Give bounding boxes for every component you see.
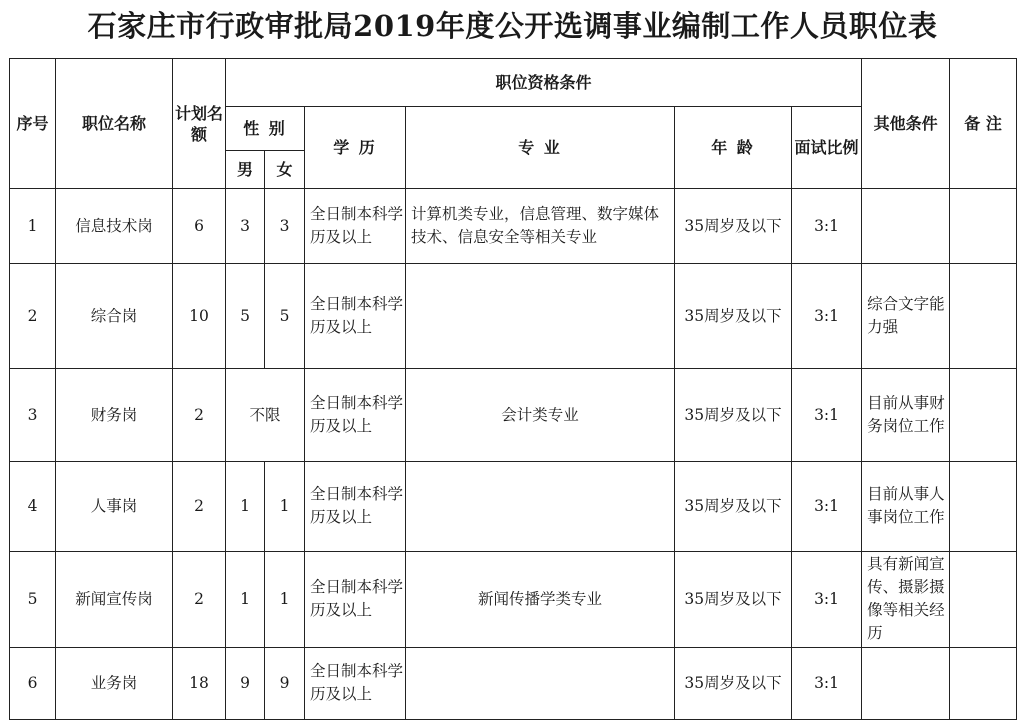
cell-male: 1	[226, 551, 265, 647]
cell-male: 5	[226, 264, 265, 369]
cell-education: 全日制本科学历及以上	[305, 264, 406, 369]
cell-ratio: 3:1	[792, 647, 862, 719]
cell-age: 35周岁及以下	[675, 264, 792, 369]
header-row-1	[10, 59, 1017, 107]
cell-male: 9	[226, 647, 265, 719]
cell-other: 综合文字能力强	[862, 264, 950, 369]
cell-position: 人事岗	[56, 461, 173, 551]
cell-note	[950, 264, 1017, 369]
header-female: 女	[265, 151, 305, 189]
cell-education: 全日制本科学历及以上	[305, 461, 406, 551]
cell-male: 3	[226, 189, 265, 264]
cell-position: 综合岗	[56, 264, 173, 369]
cell-female: 9	[265, 647, 305, 719]
cell-other: 目前从事财务岗位工作	[862, 369, 950, 461]
cell-education: 全日制本科学历及以上	[305, 189, 406, 264]
header-position: 职位名称	[56, 59, 173, 189]
cell-quota: 10	[173, 264, 226, 369]
table-row	[10, 264, 1017, 369]
cell-education: 全日制本科学历及以上	[305, 369, 406, 461]
header-male: 男	[226, 151, 265, 189]
cell-male: 1	[226, 461, 265, 551]
cell-female: 1	[265, 461, 305, 551]
cell-education: 全日制本科学历及以上	[305, 551, 406, 647]
cell-note	[950, 647, 1017, 719]
table-row	[10, 461, 1017, 551]
cell-seq: 6	[10, 647, 56, 719]
cell-major	[406, 461, 675, 551]
cell-major	[406, 264, 675, 369]
cell-age: 35周岁及以下	[675, 461, 792, 551]
table-row	[10, 369, 1017, 461]
cell-female: 5	[265, 264, 305, 369]
header-ratio: 面试比例	[792, 107, 862, 189]
cell-note	[950, 461, 1017, 551]
cell-quota: 6	[173, 189, 226, 264]
table-row	[10, 551, 1017, 647]
cell-seq: 3	[10, 369, 56, 461]
cell-seq: 4	[10, 461, 56, 551]
cell-age: 35周岁及以下	[675, 647, 792, 719]
cell-female: 1	[265, 551, 305, 647]
cell-education: 全日制本科学历及以上	[305, 647, 406, 719]
cell-quota: 18	[173, 647, 226, 719]
cell-position: 财务岗	[56, 369, 173, 461]
header-gender: 性 别	[226, 107, 305, 151]
cell-ratio: 3:1	[792, 369, 862, 461]
cell-seq: 2	[10, 264, 56, 369]
cell-major	[406, 647, 675, 719]
cell-age: 35周岁及以下	[675, 551, 792, 647]
header-seq: 序号	[10, 59, 56, 189]
cell-age: 35周岁及以下	[675, 369, 792, 461]
cell-position: 信息技术岗	[56, 189, 173, 264]
cell-note	[950, 369, 1017, 461]
cell-ratio: 3:1	[792, 461, 862, 551]
cell-other: 目前从事人事岗位工作	[862, 461, 950, 551]
cell-other	[862, 189, 950, 264]
cell-quota: 2	[173, 551, 226, 647]
cell-age: 35周岁及以下	[675, 189, 792, 264]
header-qualifications: 职位资格条件	[226, 59, 862, 107]
cell-position: 新闻宣传岗	[56, 551, 173, 647]
cell-position: 业务岗	[56, 647, 173, 719]
header-education: 学 历	[305, 107, 406, 189]
cell-other: 具有新闻宣传、摄影摄像等相关经历	[862, 551, 950, 647]
cell-seq: 1	[10, 189, 56, 264]
cell-quota: 2	[173, 369, 226, 461]
table-row	[10, 189, 1017, 264]
cell-other	[862, 647, 950, 719]
header-major: 专 业	[406, 107, 675, 189]
header-note: 备 注	[950, 59, 1017, 189]
cell-female: 3	[265, 189, 305, 264]
header-quota: 计划名额	[173, 59, 226, 189]
cell-gender-any: 不限	[226, 369, 305, 461]
table-row	[10, 647, 1017, 719]
cell-ratio: 3:1	[792, 189, 862, 264]
header-age: 年 龄	[675, 107, 792, 189]
cell-seq: 5	[10, 551, 56, 647]
position-table	[9, 58, 1017, 720]
header-other: 其他条件	[862, 59, 950, 189]
cell-note	[950, 551, 1017, 647]
cell-major: 新闻传播学类专业	[406, 551, 675, 647]
cell-ratio: 3:1	[792, 551, 862, 647]
cell-ratio: 3:1	[792, 264, 862, 369]
cell-note	[950, 189, 1017, 264]
cell-major: 会计类专业	[406, 369, 675, 461]
cell-quota: 2	[173, 461, 226, 551]
page-title: 石家庄市行政审批局2019年度公开选调事业编制工作人员职位表	[87, 9, 938, 43]
cell-major: 计算机类专业，信息管理、数字媒体技术、信息安全等相关专业	[406, 189, 675, 264]
